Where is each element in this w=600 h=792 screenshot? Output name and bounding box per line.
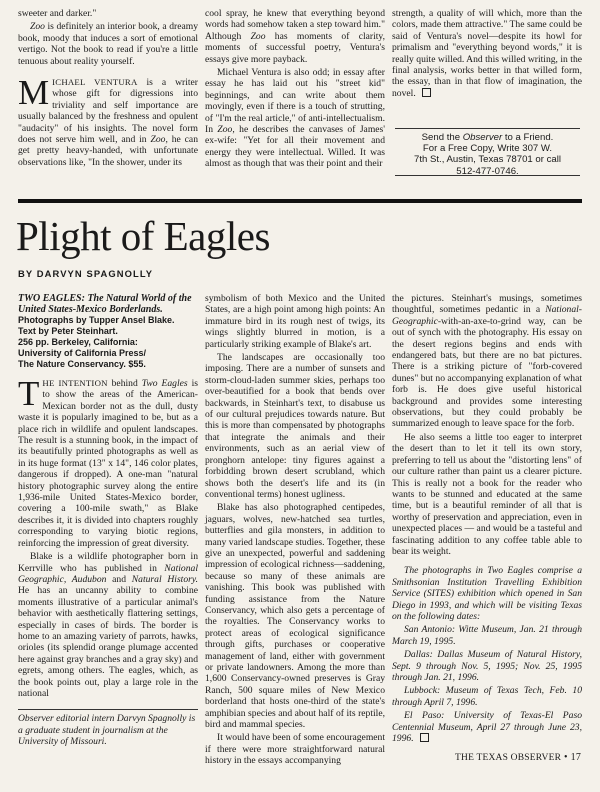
paragraph: symbolism of both Mexico and the United States, are a high point among high points: An immature bird in its rough nest of twigs, its wings slightly blurred in motion, is a particularly striking example of Blake's art. [205,293,385,350]
paragraph: Blake has also photographed centipedes, jaguars, wolves, new-hatched sea turtles, butterflies and gila monsters, in addition to many varied landscape studies. Together, these give an unexpected, powerful and saddening impression of ecological richness—saddening, because so many of these animals are vanishing. This book was published with funding assistance from the Nature Conservancy, which also gets a percentage of the royalties. The Conservancy works to protect areas of ecological significance through gifts, purchases or cooperative management of land, either with government or private landowners. Among the more than 1,600 Conservancy-owned preserves is Gray Ranch, 500 square miles of New Mexico borderland that hosts one-third of the state's amphibian species and about half of its reptile, bird and mammal species. [205,502,385,731]
page-footer [455,752,581,763]
exhibition-schedule [392,565,582,744]
exhibit-item: The photographs in Two Eagles comprise a Smithsonian Institution Travelling Exhibition Service (SITES) exhibition which opened in San Diego in 1993, and which will be visiting Texas on the following dates: [392,565,582,622]
book-publisher: The Nature Conservancy. $55. [18,359,146,369]
paragraph: cool spray, he knew that everything beyond words had somehow taken a step toward him." Although Zoo has moments of clarity, moments of successful poetry, Ventura's essays give more payback. [205,8,385,65]
dropcap: M [18,73,50,113]
book-publisher: University of California Press/ [18,348,147,358]
paragraph: It would have been of some encouragement if there were more straightforward natural history in the essays accompanying [205,732,385,767]
paragraph: THE INTENTION behind Two Eagles is to show the areas of the American-Mexican border not as the dull, dusty waste it is popularly imagined to be, but as a place rich in wildlife and opulent landscapes. The result is a stunning book, in the impact of its beautifully printed photographs as well as in its huge format (13" x 14", 146 color plates, dangerous if dropped). A one-man "natural history photographic survey along the entire 1,936-mile United States-Mexico border, covering a 100-mile swath," as Blake describes it, it is divided into chapters roughly corresponding to varying biotic regions, reinforcing the impression of great diversity. [18,374,198,549]
paragraph: Blake is a wildlife photographer born in Kerrville who has published in National Geographic, Audubon and Natural History. He has an uncanny ability to combine moments illustrative of a particular animal's behavior with aesthetically flattering settings, especially in cases of birds. The border is home to an amazing variety of parrots, hawks, orioles (its splendid orange plumage accented here against gray branches and a gray sky) and egrets, among others. The eagles, which, as the book points out, play a large role in the national [18,551,199,699]
end-mark-icon [422,88,431,97]
exhibit-item: El Paso: University of Texas-El Paso Centennial Museum, April 27 through June 23, 1996. [392,710,582,745]
top-column-3 [392,8,582,101]
promo-line: Send the Observer to a Friend. [421,132,554,143]
promo-line: 7th St., Austin, Texas 78701 or call [413,154,561,166]
article-column-2 [205,293,385,769]
promo-line: 512-477-0746. [456,165,519,177]
paragraph: sweeter and darker." [18,8,97,19]
article-column-1 [18,293,198,748]
folio-separator: • [563,752,568,763]
exhibit-item: San Antonio: Witte Museum, Jan. 21 through March 19, 1995. [392,624,582,647]
article-headline: Plight of Eagles [16,213,270,259]
dropcap: T [18,374,40,413]
book-credit: Photographs by Tupper Ansel Blake. [18,315,175,325]
paragraph: Michael Ventura is also odd; in essay after essay he has laid out his "street kid" beginnings, and can write about them movingly, even if there is a touch of strutting, of "I'm the real article," of anti-intellectualism. In Zoo, he describes the canvases of James' ex-wife: "Yet for all their movement and energy they were intellectual. Willed. It was almost as though that was their point and their [205,67,385,170]
top-column-1 [18,8,198,170]
exhibit-item: Dallas: Dallas Museum of Natural History, Sept. 9 through Nov. 5, 1995; Nov. 25, 1995 through Jan. 21, 1996. [392,649,582,683]
byline: BY DARVYN SPAGNOLLY [18,268,154,279]
end-mark-icon [420,733,429,742]
paragraph: strength, a quality of will which, more than the colors, made them attractive." The same could be said of Ventura's novel—despite its howl for primalism and "everything beyond words," it is really quite willed. And this willed writing, in the final analysis, works better in that willed form, the essay, than in that flow of imagination, the novel. [392,8,582,99]
paragraph: Zoo is definitely an interior book, a dreamy book, moody that induces a sort of emotional vertigo. Not the book to read if you're a little tenuous about reality yourself. [18,21,198,67]
article-column-3 [392,293,582,746]
book-title: TWO EAGLES: The Natural World of the United States-Mexico Borderlands. [18,293,192,315]
book-info [18,293,198,370]
publication-name: THE TEXAS OBSERVER [455,753,562,763]
top-column-2 [205,8,385,172]
author-note: Observer editorial intern Darvyn Spagnolly is a graduate student in journalism at the University of Missouri. [18,709,198,747]
promo-line: For a Free Copy, Write 307 W. [422,143,553,155]
exhibit-item: Lubbock: Museum of Texas Tech, Feb. 10 through April 7, 1996. [392,685,582,708]
paragraph: The landscapes are occasionally too imposing. There are a number of sunsets and storm-cloud-laden summer skies, perhaps too over-beautified for a book that bends over backwards, in Steinhart's text, to disabuse us of our cultural prejudices towards nature. But this is more than compensated by photographs that integrate the animals and their environments, such as an aerial view of pronghorn antelope: tiny figures against a forbidding brown desert scrubland, which shows both the desert's life and its (in conventional terms) honest ugliness. [205,352,385,500]
paragraph: the pictures. Steinhart's musings, sometimes thoughtful, sometimes pedantic in a National-Geographic-with-an-axe-to-grind way, can be out of synch with the photography. His essay on the desert regions begins and ends with endangered bats, but there are no bat pictures. There is a striking picture of "forb-covered dunes" but no accompanying explanation of what forb is. He does give useful historical background and provides some interesting observations, but they could probably be summarized enough to leave space for the forb. [392,293,582,430]
book-publisher: 256 pp. Berkeley, California: [18,337,138,347]
section-divider [18,199,582,203]
paragraph: He also seems a little too eager to interpret the desert than to let it tell its own story, preferring to tell us about the "distorting lens" of our culture rather than paint us a clearer picture. This is really not a book for the reader who wants to be stunned and educated at the same time, but is a beautiful reminder of all that is worthy of preservation and appreciation, even in unexpected places — and would be a tasteful and fascinating addition to any coffee table able to bear its weight. [392,431,582,557]
book-credit: Text by Peter Steinhart. [18,326,118,336]
subscription-promo [395,128,580,176]
paragraph: MICHAEL VENTURA is a writer whose gift for digressions into triviality and self importance are usually balanced by the freshness and opulent "audacity" of his insights. The novel form does not serve him well, and in Zoo, he can get pretty heavy-handed, with unfortunate observations like, "In the shower, under its [18,73,198,168]
page-number: 17 [570,752,582,763]
